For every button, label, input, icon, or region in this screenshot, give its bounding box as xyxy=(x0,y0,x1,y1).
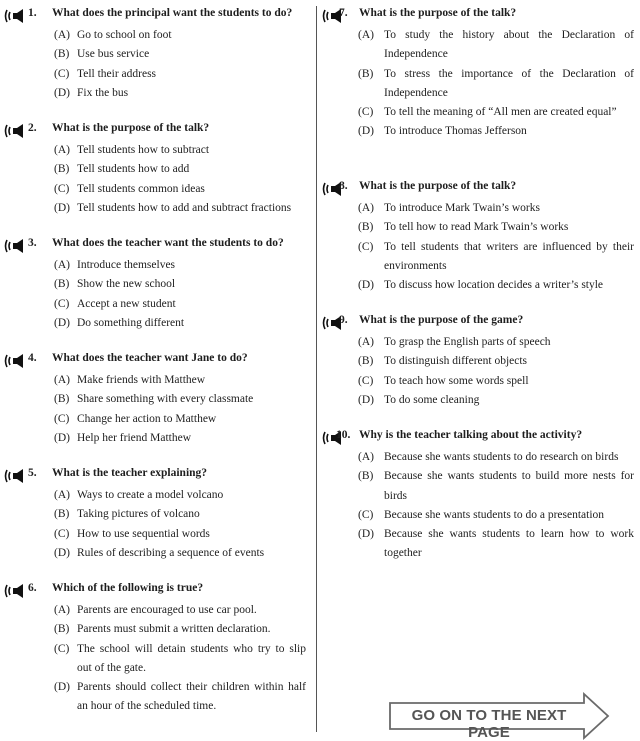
option-b[interactable] xyxy=(0,45,310,64)
option-d[interactable] xyxy=(318,276,640,295)
option-b[interactable] xyxy=(0,505,310,524)
option-letter: (A) xyxy=(54,29,70,41)
option-c[interactable] xyxy=(0,65,310,84)
option-letter: (D) xyxy=(358,125,374,138)
option-letter: (A) xyxy=(54,604,70,616)
audio-speaker-icon[interactable] xyxy=(4,8,26,24)
option-text: Change her action to Matthew xyxy=(77,412,217,425)
option-letter: (D) xyxy=(358,393,374,406)
option-d[interactable] xyxy=(0,678,310,717)
audio-speaker-icon[interactable] xyxy=(4,238,26,254)
option-text: Use bus service xyxy=(77,48,150,61)
question-text: What is the purpose of the talk? xyxy=(359,180,517,192)
option-text: Because she wants students to build more nests for birds xyxy=(384,470,634,502)
option-text: Because she wants students to learn how to work together xyxy=(384,528,634,560)
option-letter: (A) xyxy=(358,202,374,214)
option-a[interactable] xyxy=(318,333,640,352)
option-a[interactable] xyxy=(318,26,640,65)
option-c[interactable] xyxy=(318,372,640,391)
option-d[interactable] xyxy=(0,84,310,103)
question-text: What does the teacher want the students to do? xyxy=(52,237,284,249)
question-number: 1. xyxy=(28,7,37,19)
option-letter: (D) xyxy=(54,201,70,214)
option-letter: (C) xyxy=(358,106,374,119)
option-a[interactable] xyxy=(0,486,310,505)
option-text: To introduce Thomas Jefferson xyxy=(384,125,527,138)
option-text: Parents are encouraged to use car pool. xyxy=(77,604,257,616)
option-letter: (A) xyxy=(54,374,70,386)
option-letter: (B) xyxy=(358,221,374,234)
option-text: Rules of describing a sequence of events xyxy=(77,546,265,559)
option-a[interactable] xyxy=(0,141,310,160)
option-letter: (B) xyxy=(54,48,70,61)
question-2 xyxy=(0,121,310,218)
option-letter: (D) xyxy=(358,528,374,541)
option-d[interactable] xyxy=(0,314,310,333)
option-text: Tell students how to add xyxy=(77,163,190,176)
option-b[interactable] xyxy=(0,620,310,639)
question-7 xyxy=(318,6,640,142)
option-a[interactable] xyxy=(0,371,310,390)
option-a[interactable] xyxy=(318,199,640,218)
question-6 xyxy=(0,581,310,717)
option-letter: (B) xyxy=(54,508,70,521)
option-text: To discuss how location decides a writer’s style xyxy=(384,279,604,292)
option-text: Tell students how to add and subtract fractions xyxy=(77,201,292,214)
question-text: What does the principal want the students to do? xyxy=(52,7,293,19)
question-text: What is the teacher explaining? xyxy=(52,467,208,479)
question-text: What is the purpose of the talk? xyxy=(359,7,517,19)
option-d[interactable] xyxy=(0,199,310,218)
option-text: Make friends with Matthew xyxy=(77,374,206,386)
option-letter: (C) xyxy=(54,527,70,540)
option-text: To study the history about the Declaration of Independence xyxy=(384,29,634,61)
option-text: To grasp the English parts of speech xyxy=(384,336,551,348)
option-letter: (D) xyxy=(54,681,70,694)
question-9 xyxy=(318,313,640,410)
option-text: Go to school on foot xyxy=(77,29,172,41)
question-number: 9. xyxy=(339,314,348,326)
column-divider xyxy=(316,6,317,732)
question-number: 10. xyxy=(336,429,351,441)
option-letter: (B) xyxy=(54,278,70,291)
option-c[interactable] xyxy=(0,180,310,199)
option-text: Fix the bus xyxy=(77,86,129,99)
question-number: 4. xyxy=(28,352,37,364)
question-number: 8. xyxy=(339,180,348,192)
option-c[interactable] xyxy=(318,238,640,277)
option-a[interactable] xyxy=(0,26,310,45)
option-b[interactable] xyxy=(318,352,640,371)
option-text: To introduce Mark Twain’s works xyxy=(384,202,540,214)
option-letter: (C) xyxy=(54,642,70,655)
option-letter: (C) xyxy=(358,374,374,387)
option-d[interactable] xyxy=(318,391,640,410)
option-a[interactable] xyxy=(0,256,310,275)
option-c[interactable] xyxy=(0,640,310,679)
option-letter: (A) xyxy=(358,451,374,463)
option-text: Introduce themselves xyxy=(77,259,176,271)
option-c[interactable] xyxy=(318,103,640,122)
question-number: 3. xyxy=(28,237,37,249)
option-c[interactable] xyxy=(0,295,310,314)
option-letter: (C) xyxy=(54,412,70,425)
option-c[interactable] xyxy=(318,506,640,525)
question-1 xyxy=(0,6,310,103)
option-text: Share something with every classmate xyxy=(77,393,254,406)
option-d[interactable] xyxy=(318,525,640,564)
question-10 xyxy=(318,428,640,564)
option-text: Tell students common ideas xyxy=(77,182,205,195)
option-letter: (D) xyxy=(54,431,70,444)
option-letter: (C) xyxy=(54,182,70,195)
option-text: Tell students how to subtract xyxy=(77,144,210,156)
option-b[interactable] xyxy=(0,275,310,294)
next-page-button[interactable] xyxy=(388,692,610,740)
option-letter: (C) xyxy=(54,297,70,310)
option-letter: (D) xyxy=(54,316,70,329)
option-a[interactable] xyxy=(0,601,310,620)
option-letter: (B) xyxy=(54,623,70,636)
option-letter: (C) xyxy=(358,240,374,253)
option-text: Do something different xyxy=(77,316,185,329)
option-text: To tell how to read Mark Twain’s works xyxy=(384,221,569,234)
option-b[interactable] xyxy=(318,218,640,237)
option-text: Because she wants students to do a presentation xyxy=(384,508,605,521)
option-letter: (B) xyxy=(358,355,374,368)
option-text: To tell students that writers are influenced by their environments xyxy=(384,240,634,272)
audio-speaker-icon[interactable] xyxy=(4,353,26,369)
option-text: To distinguish different objects xyxy=(384,355,528,368)
option-letter: (C) xyxy=(54,67,70,80)
option-letter: (B) xyxy=(54,393,70,406)
option-text: Help her friend Matthew xyxy=(77,431,192,444)
option-text: To stress the importance of the Declaration of Independence xyxy=(384,67,634,99)
option-letter: (B) xyxy=(358,470,374,483)
option-b[interactable] xyxy=(0,390,310,409)
option-text: Because she wants students to do research on birds xyxy=(384,451,619,463)
option-b[interactable] xyxy=(0,160,310,179)
option-letter: (A) xyxy=(358,29,374,41)
option-d[interactable] xyxy=(318,122,640,141)
question-number: 2. xyxy=(28,122,37,134)
option-text: How to use sequential words xyxy=(77,527,210,540)
option-text: Show the new school xyxy=(77,278,176,291)
audio-speaker-icon[interactable] xyxy=(4,583,26,599)
option-letter: (B) xyxy=(358,67,374,80)
question-number: 6. xyxy=(28,582,37,594)
option-letter: (D) xyxy=(358,279,374,292)
question-3 xyxy=(0,236,310,333)
option-letter: (C) xyxy=(358,508,374,521)
option-letter: (D) xyxy=(54,546,70,559)
option-text: Tell their address xyxy=(77,67,157,80)
option-c[interactable] xyxy=(0,410,310,429)
option-letter: (A) xyxy=(54,144,70,156)
option-a[interactable] xyxy=(318,448,640,467)
option-b[interactable] xyxy=(318,65,640,104)
option-text: The school will detain students who try to slip out of the gate. xyxy=(77,642,306,674)
question-text: Which of the following is true? xyxy=(52,582,204,594)
option-letter: (A) xyxy=(54,259,70,271)
option-text: Parents should collect their children within half an hour of the scheduled time. xyxy=(77,681,306,713)
question-4 xyxy=(0,351,310,448)
audio-speaker-icon[interactable] xyxy=(4,468,26,484)
option-d[interactable] xyxy=(0,544,310,563)
question-number: 7. xyxy=(339,7,348,19)
next-page-label: GO ON TO THE NEXT PAGE xyxy=(411,707,567,741)
option-d[interactable] xyxy=(0,429,310,448)
option-text: To tell the meaning of “All men are created equal” xyxy=(384,106,617,119)
option-text: Accept a new student xyxy=(77,297,176,310)
question-8 xyxy=(318,179,640,295)
audio-speaker-icon[interactable] xyxy=(4,123,26,139)
option-text: To do some cleaning xyxy=(384,393,480,406)
question-text: What is the purpose of the game? xyxy=(359,314,524,326)
option-letter: (A) xyxy=(358,336,374,348)
option-text: Taking pictures of volcano xyxy=(77,508,200,521)
question-text: What does the teacher want Jane to do? xyxy=(52,352,248,364)
question-text: Why is the teacher talking about the activity? xyxy=(359,429,583,441)
question-5 xyxy=(0,466,310,563)
option-text: Parents must submit a written declaration. xyxy=(77,623,271,636)
question-number: 5. xyxy=(28,467,37,479)
option-letter: (D) xyxy=(54,86,70,99)
option-text: To teach how some words spell xyxy=(384,374,529,387)
question-text: What is the purpose of the talk? xyxy=(52,122,210,134)
option-text: Ways to create a model volcano xyxy=(77,489,224,501)
option-letter: (B) xyxy=(54,163,70,176)
option-c[interactable] xyxy=(0,525,310,544)
option-letter: (A) xyxy=(54,489,70,501)
option-b[interactable] xyxy=(318,467,640,506)
